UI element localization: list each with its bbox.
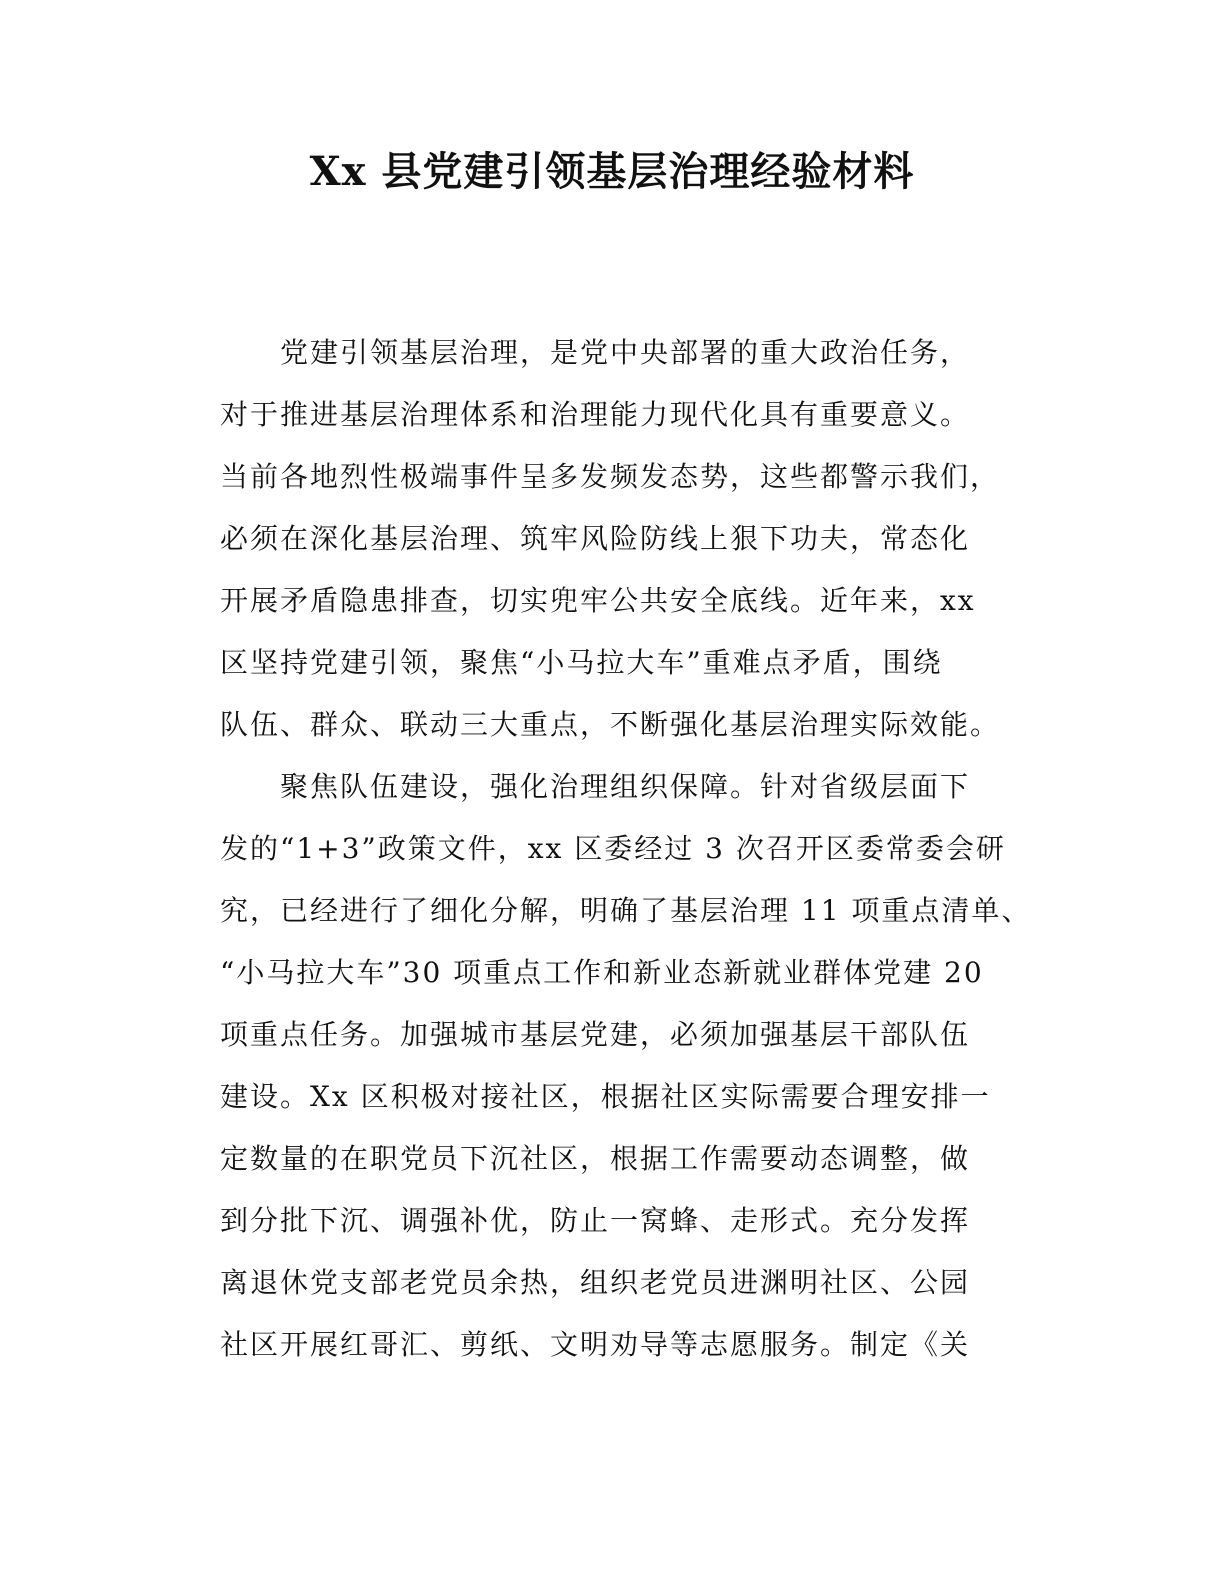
paragraph-team-building bbox=[220, 756, 1040, 1438]
text-line: 定数量的在职党员下沉社区，根据工作需要动态调整，做 bbox=[220, 1142, 971, 1175]
text-line: 当前各地烈性极端事件呈多发频发态势，这些都警示我们， bbox=[220, 460, 1001, 493]
text-line: 究，已经进行了细化分解，明确了基层治理 11 项重点清单、 bbox=[220, 894, 1032, 927]
text-line: 项重点任务。加强城市基层党建，必须加强基层干部队伍 bbox=[220, 1018, 971, 1051]
text-line: 队伍、群众、联动三大重点，不断强化基层治理实际效能。 bbox=[220, 708, 1001, 741]
document-title: Xx 县党建引领基层治理经验材料 bbox=[309, 148, 915, 195]
text-line: 建设。Xx 区积极对接社区，根据社区实际需要合理安排一 bbox=[220, 1080, 991, 1113]
text-line: 对于推进基层治理体系和治理能力现代化具有重要意义。 bbox=[220, 398, 971, 431]
text-line bbox=[220, 1376, 1040, 1438]
text-line: 党建引领基层治理，是党中央部署的重大政治任务， bbox=[220, 336, 971, 369]
text-line: 开展矛盾隐患排查，切实兜牢公共安全底线。近年来，xx bbox=[220, 584, 976, 617]
text-line: 发的“1+3”政策文件，xx 区委经过 3 次召开区委常委会研 bbox=[220, 832, 1006, 865]
text-line: 必须在深化基层治理、筑牢风险防线上狠下功夫，常态化 bbox=[220, 522, 971, 555]
text-line: 社区开展红哥汇、剪纸、文明劝导等志愿服务。制定《关 bbox=[220, 1328, 971, 1361]
text-line: “小马拉大车”30 项重点工作和新业态新就业群体党建 20 bbox=[220, 956, 984, 989]
text-line: 到分批下沉、调强补优，防止一窝蜂、走形式。充分发挥 bbox=[220, 1204, 971, 1237]
text-line: 区坚持党建引领，聚焦“小马拉大车”重难点矛盾，围绕 bbox=[220, 646, 943, 679]
paragraph-intro bbox=[220, 322, 1040, 756]
text-line: 离退休党支部老党员余热，组织老党员进渊明社区、公园 bbox=[220, 1266, 971, 1299]
document-body bbox=[220, 322, 1040, 1438]
text-line: 聚焦队伍建设，强化治理组织保障。针对省级层面下 bbox=[220, 770, 971, 803]
